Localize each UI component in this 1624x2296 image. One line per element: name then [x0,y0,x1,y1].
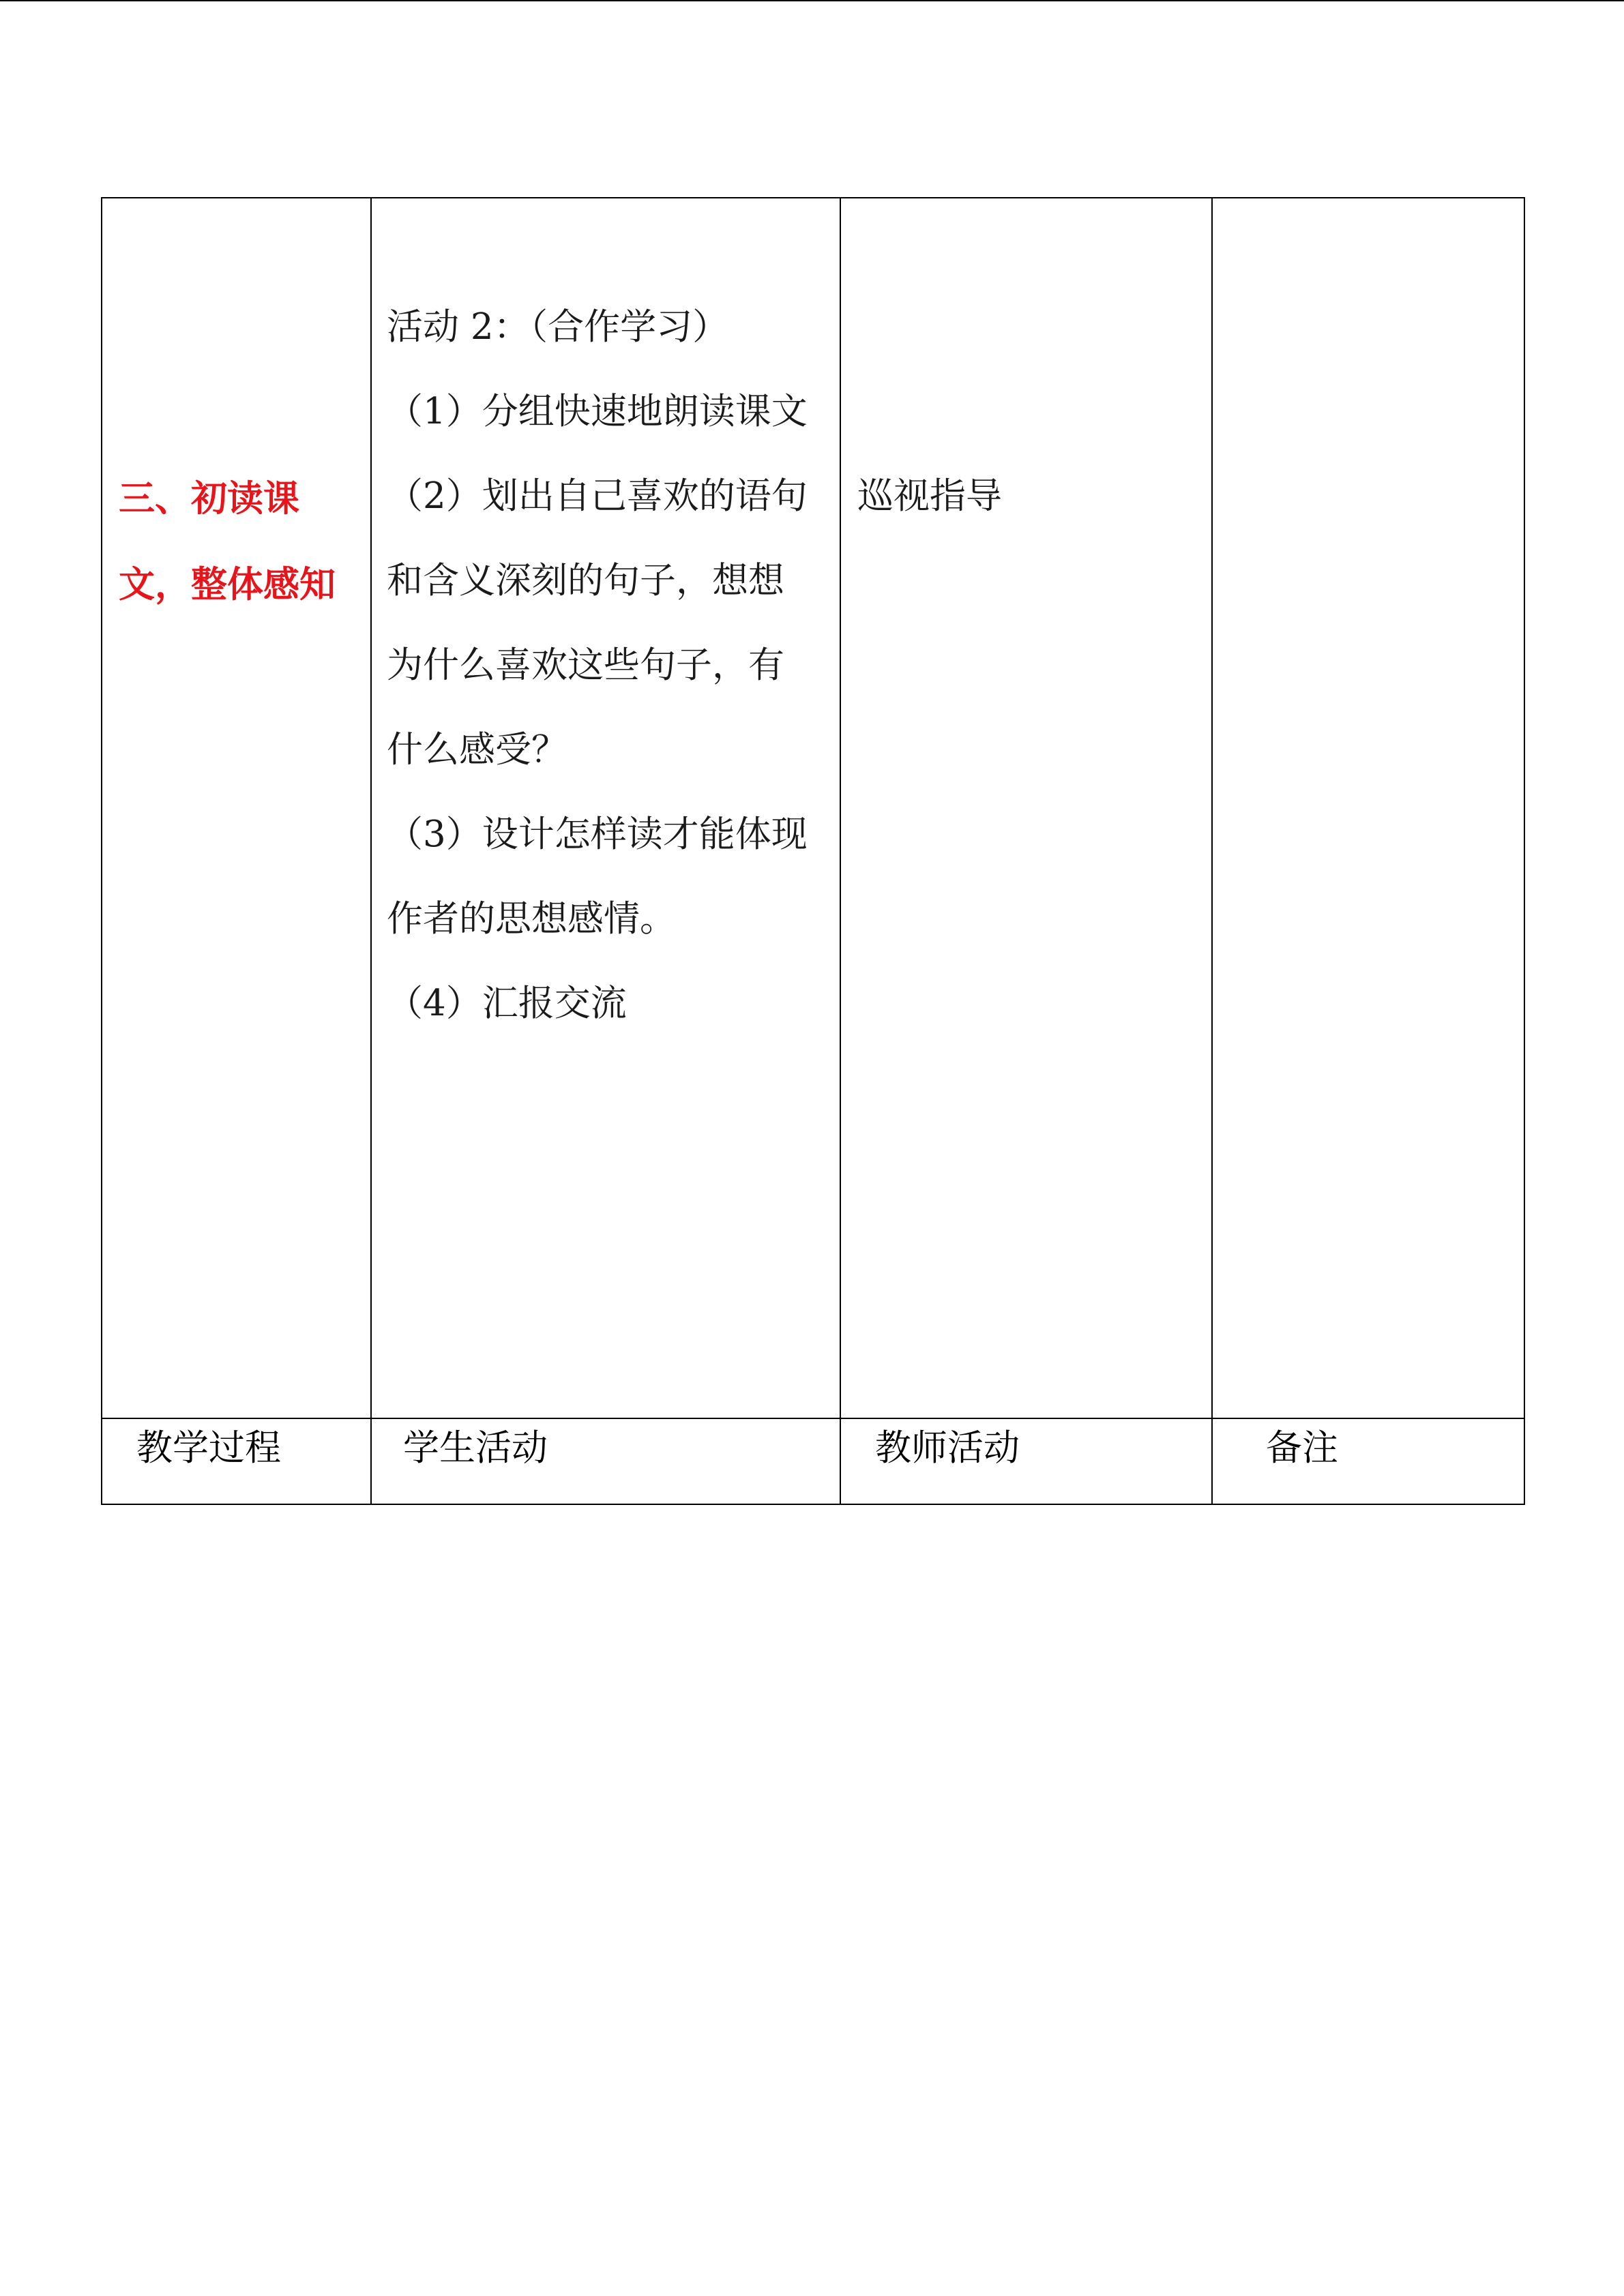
teacher-activity-text: 巡视指导 [857,475,1002,517]
header-remarks-label: 备注 [1266,1427,1338,1469]
student-activity-cell [371,198,840,1418]
student-line: （3）设计怎样读才能体现 [387,814,808,855]
header-teacher [840,1418,1212,1504]
student-line: 作者的思想感情。 [387,898,676,940]
header-process [102,1418,371,1504]
stage-title [102,456,370,628]
student-activity-text [372,285,840,1046]
student-line: （1）分组快速地朗读课文 [387,391,808,432]
student-line: （2）划出自己喜欢的语句 [387,475,808,517]
table-header-row [102,1418,1524,1504]
lesson-plan-table [101,197,1525,1505]
header-remarks [1212,1418,1524,1504]
header-student [371,1418,840,1504]
notes-cell [1212,198,1524,1418]
student-line: （4）汇报交流 [387,983,627,1024]
table-row [102,198,1524,1418]
teacher-activity-cell [840,198,1212,1418]
student-line: 什么感受？ [387,729,567,771]
header-student-label: 学生活动 [403,1427,548,1469]
stage-cell [102,198,371,1418]
header-teacher-label: 教师活动 [875,1427,1020,1469]
student-line: 活动 2：（合作学习） [387,306,729,348]
student-line: 和含义深刻的句子，想想 [387,560,784,601]
stage-title-line-1: 三、初读课 [119,478,299,520]
student-line: 为什么喜欢这些句子，有 [387,644,784,686]
stage-title-line-2: 文，整体感知 [119,564,336,606]
header-process-label: 教学过程 [136,1427,281,1469]
